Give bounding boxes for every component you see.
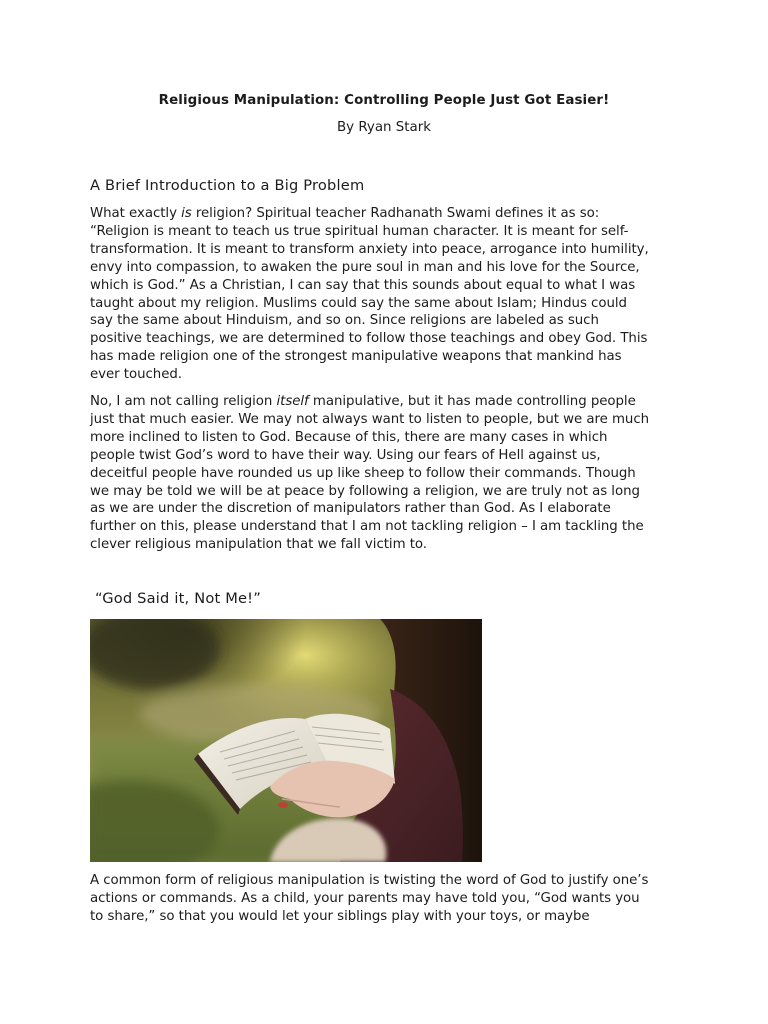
god-said-paragraph [90, 872, 690, 926]
intro-paragraph-2 [90, 393, 690, 554]
text-line: deceitful people have rounded us up like sheep to follow their commands. Though [90, 465, 636, 481]
section-heading-god-said: “God Said it, Not Me!” [95, 590, 261, 607]
text-line: envy into compassion, to awaken the pure soul in man and his love for the Source, [90, 259, 640, 275]
italic-emphasis: is [181, 206, 192, 221]
text-line: more inclined to listen to God. Because of this, there are many cases in which [90, 429, 608, 445]
text-line: ever touched. [90, 367, 182, 383]
author-byline: By Ryan Stark [336, 120, 432, 135]
text-line: which is God.” As a Christian, I can say that this sounds about equal to what I was [90, 277, 636, 293]
section-heading-intro: A Brief Introduction to a Big Problem [90, 177, 365, 194]
text-line: taught about my religion. Muslims could say the same about Islam; Hindus could [90, 295, 627, 311]
text-line: “Religion is meant to teach us true spiritual human character. It is meant for self- [90, 223, 629, 239]
text-line [90, 205, 690, 223]
text-line: A common form of religious manipulation is twisting the word of God to justify one’s [90, 873, 649, 888]
text-line: people twist God’s word to have their way. Using our fears of Hell against us, [90, 447, 601, 463]
text-line: transformation. It is meant to transform anxiety into peace, arrogance into humility, [90, 241, 649, 257]
text-segment: No, I am not calling religion [90, 394, 277, 409]
text-line: actions or commands. As a child, your parents may have told you, “God wants you [90, 890, 640, 906]
italic-emphasis: itself [276, 394, 309, 409]
text-line: say the same about Hinduism, and so on. Since religions are labeled as such [90, 313, 599, 329]
text-segment: manipulative, but it has made controlling people [308, 394, 636, 409]
text-line: has made religion one of the strongest manipulative weapons that mankind has [90, 349, 622, 365]
text-line: to share,” so that you would let your siblings play with your toys, or maybe [90, 908, 590, 924]
text-line: as we are under the discretion of manipulators rather than God. As I elaborate [90, 501, 611, 517]
photo-person-reading-bible [90, 619, 482, 862]
text-segment: What exactly [90, 206, 182, 221]
text-line: clever religious manipulation that we fall victim to. [90, 537, 427, 553]
text-line: further on this, please understand that I am not tackling religion – I am tackling the [90, 519, 644, 535]
intro-paragraph-1 [90, 205, 690, 384]
text-line: just that much easier. We may not always want to listen to people, but we are much [90, 411, 650, 427]
document-title: Religious Manipulation: Controlling People Just Got Easier! [158, 93, 610, 108]
text-line: we may be told we will be at peace by following a religion, we are truly not as long [90, 483, 640, 499]
text-line: positive teachings, we are determined to follow those teachings and obey God. This [90, 331, 648, 347]
text-line [90, 393, 690, 411]
text-segment: religion? Spiritual teacher Radhanath Swami defines it as so: [191, 206, 600, 221]
